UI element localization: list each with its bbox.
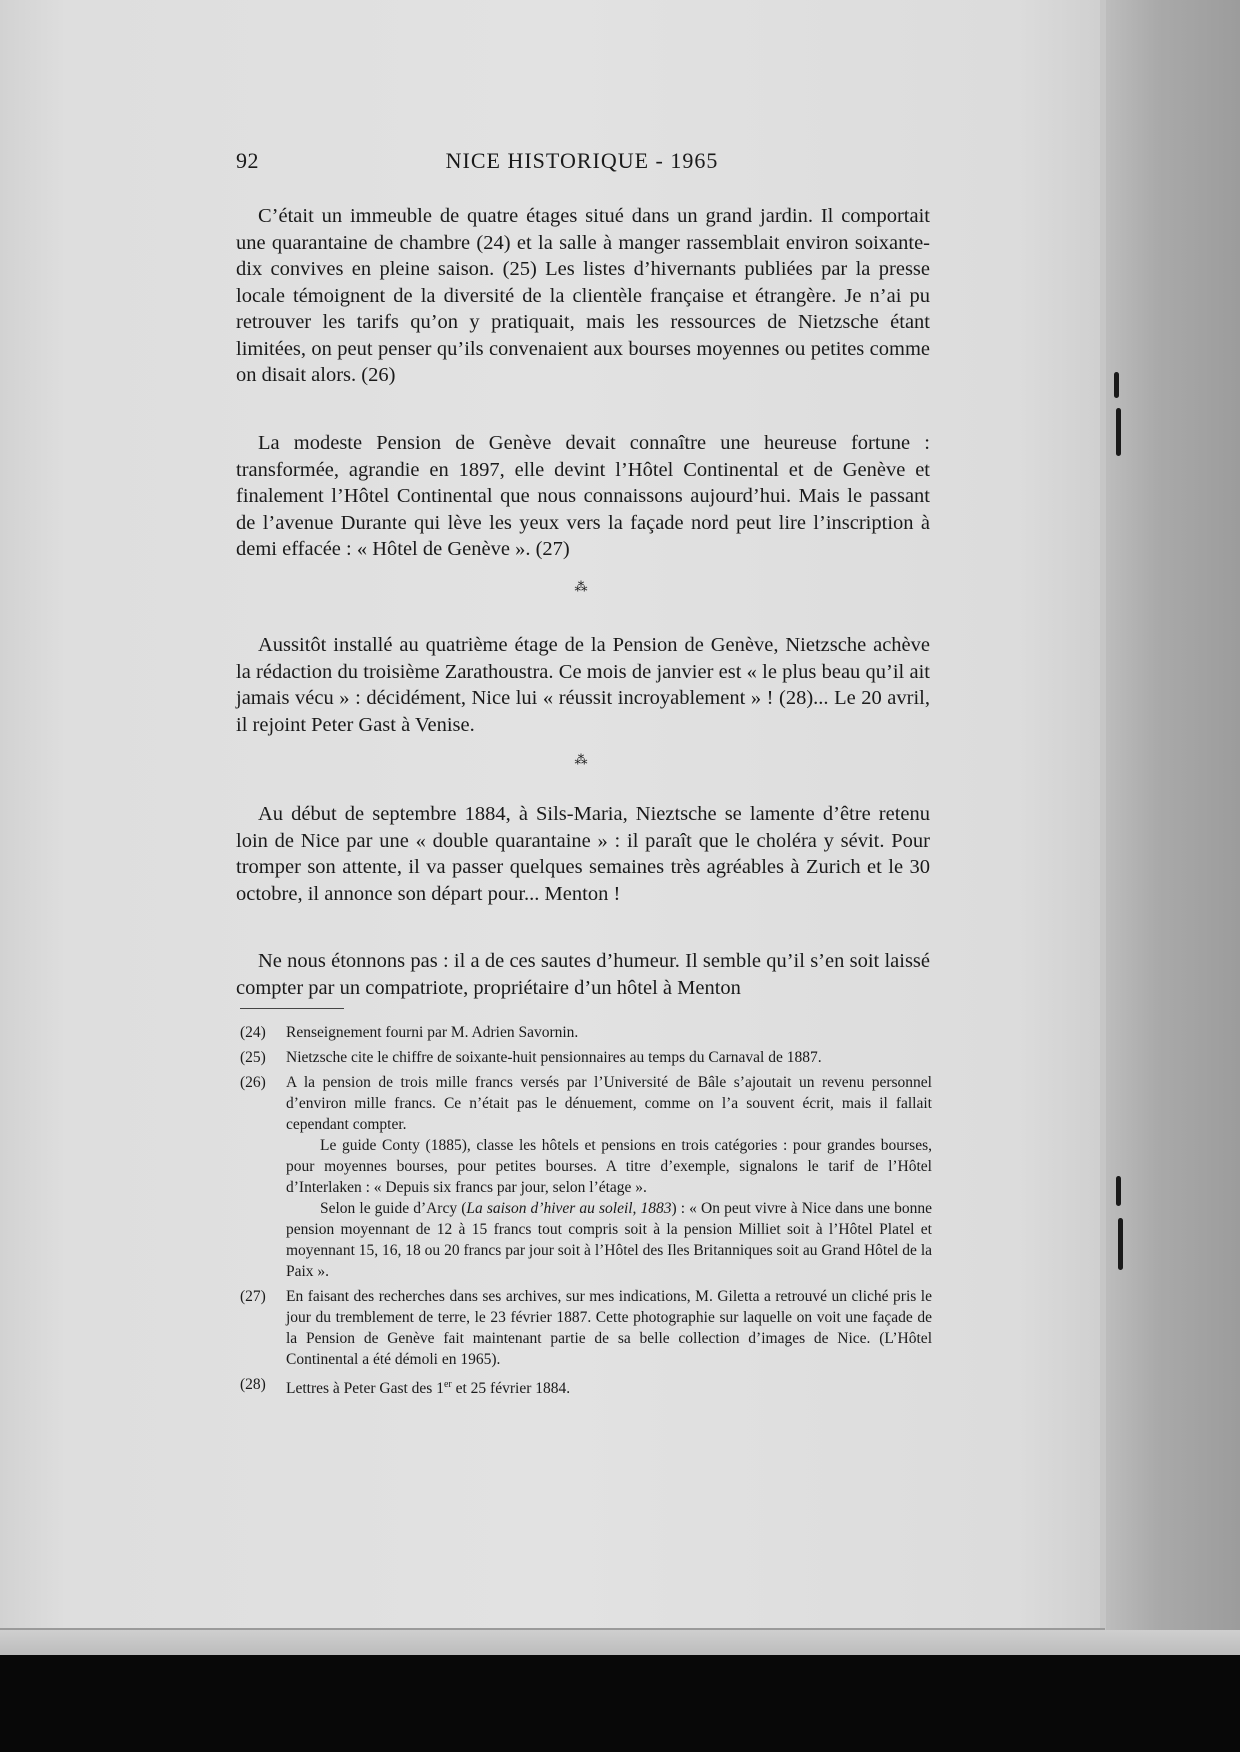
paragraph-block [236, 632, 930, 738]
footnote-number: (24) [240, 1024, 266, 1041]
paragraph-block [236, 801, 930, 907]
paragraph-block [236, 948, 930, 1001]
paragraph: Au début de septembre 1884, à Sils-Maria, Nieztsche se lamente d’être retenu loin de Nice par une « double quarantaine » : il paraît que le choléra y sévit. Pour tromper son attente, il va passer quelques semaines très agréables à Zurich et le 30 octobre, il annonce son départ pour... Menton ! [236, 803, 930, 905]
footnote-number: (27) [240, 1288, 266, 1305]
running-title: NICE HISTORIQUE - 1965 [445, 148, 719, 173]
paragraph: La modeste Pension de Genève devait connaître une heureuse fortune : transformée, agrandie en 1897, elle devint l’Hôtel Continental et de Genève et finalement l’Hôtel Continental que nous connaissons aujourd’hui. Mais le passant de l’avenue Durante qui lève les yeux vers la façade nord peut lire l’inscription à demi effacée : « Hôtel de Genève ». (27) [236, 432, 930, 560]
paragraph: Ne nous étonnons pas : il a de ces sautes d’humeur. Il semble qu’il s’en soit laissé compter par un compatriote, propriétaire d’un hôtel à Menton [236, 950, 930, 999]
section-separator: ⁂ [574, 579, 588, 594]
footnote-text: Lettres à Peter Gast des 1er et 25 février 1884. [286, 1379, 571, 1398]
footnote-number: (25) [240, 1049, 266, 1066]
footnote [240, 1047, 932, 1068]
paragraph-block [236, 430, 930, 563]
binding-mark [1118, 1218, 1123, 1270]
scanner-bed-strip [0, 1630, 1240, 1655]
adjacent-page-edge [1105, 0, 1240, 1655]
footnote-rule [240, 1008, 344, 1009]
page-header [236, 148, 928, 178]
footnote [240, 1072, 932, 1282]
binding-mark [1116, 408, 1121, 456]
paragraph-block [236, 203, 930, 389]
footnote-number: (28) [240, 1376, 266, 1393]
paragraph: Aussitôt installé au quatrième étage de la Pension de Genève, Nietzsche achève la rédaction du troisième Zarathoustra. Ce mois de janvier est « le plus beau qu’il ait jamais vécu » : décidément, Nice lui « réussit incroyablement » ! (28)... Le 20 avril, il rejoint Peter Gast à Venise. [236, 634, 930, 736]
footnote-text: Selon le guide d’Arcy (La saison d’hiver au soleil, 1883) : « On peut vivre à Nice dans une bonne pension moyennant de 12 à 15 francs tout compris soit à la pension Milliet soit à l’Hôtel Platel et moyennant 15, 16, 18 ou 20 francs par jour soit à l’Hôtel des Iles Britanniques soit au Grand Hôtel de la Paix ». [286, 1200, 932, 1280]
section-separator: ⁂ [574, 752, 588, 767]
footnote [240, 1286, 932, 1370]
footnote-text: Le guide Conty (1885), classe les hôtels et pensions en trois catégories : pour grandes bourses, pour moyennes bourses, pour petites bourses. A titre d’exemple, signalons le tarif de l’Hôtel d’Interlaken : « Depuis six francs par jour, selon l’étage ». [286, 1137, 932, 1196]
footnote-text: Renseignement fourni par M. Adrien Savornin. [286, 1024, 579, 1041]
page-number: 92 [236, 148, 259, 173]
footnotes [240, 1022, 932, 1403]
binding-mark [1114, 372, 1119, 398]
footnote-text: En faisant des recherches dans ses archives, sur mes indications, M. Giletta a retrouvé un cliché pris le jour du tremblement de terre, le 23 février 1887. Cette photographie sur laquelle on voit une façade de la Pension de Genève fait maintenant partie de sa belle collection d’images de Nice. (L’Hôtel Continental a été démoli en 1965). [286, 1288, 932, 1368]
scanner-black-band [0, 1655, 1240, 1752]
footnote-text: A la pension de trois mille francs versés par l’Université de Bâle s’ajoutait un revenu personnel d’environ mille francs. Ce n’était pas le dénuement, comme on l’a souvent écrit, mais il fallait cependant compter. [286, 1074, 932, 1133]
book-title: La saison d’hiver au soleil, 1883 [466, 1200, 672, 1217]
page-edge-line [1100, 0, 1106, 1655]
footnote-number: (26) [240, 1074, 266, 1091]
footnote [240, 1374, 932, 1399]
paragraph: C’était un immeuble de quatre étages situé dans un grand jardin. Il comportait une quarantaine de chambre (24) et la salle à manger rassemblait environ soixante-dix convives en pleine saison. (25) Les listes d’hivernants publiées par la presse locale témoignent de la diversité de la clientèle française et étrangère. Je n’ai pu retrouver les tarifs qu’on y pratiquait, mais les ressources de Nietzsche étant limitées, on peut penser qu’ils convenaient aux bourses moyennes ou petites comme on disait alors. (26) [236, 205, 930, 386]
footnote [240, 1022, 932, 1043]
binding-mark [1116, 1176, 1121, 1206]
footnote-text: Nietzsche cite le chiffre de soixante-huit pensionnaires au temps du Carnaval de 1887. [286, 1049, 822, 1066]
